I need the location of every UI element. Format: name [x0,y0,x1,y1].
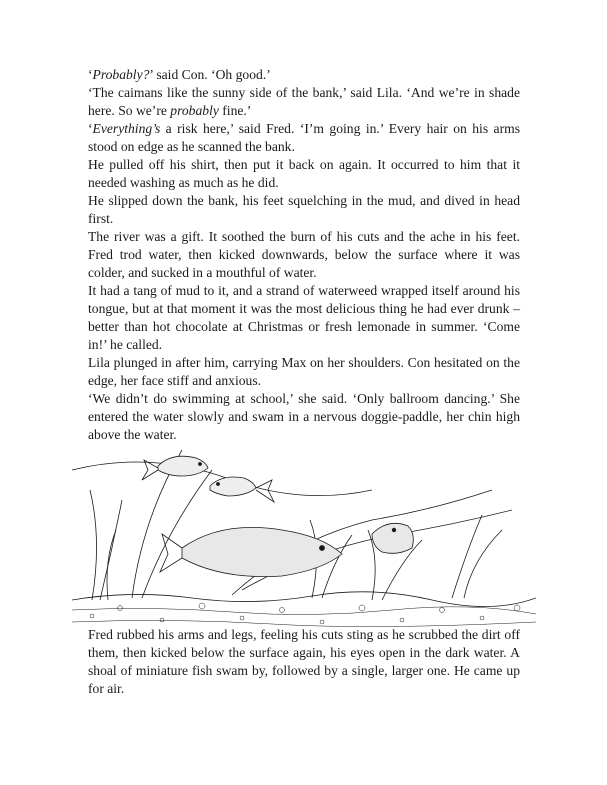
top-paragraph: He slipped down the bank, his feet squelching in the mud, and dived in head first. [88,193,520,226]
bottom-paragraph: Fred rubbed his arms and legs, feeling his cuts sting as he scrubbed the dirt off them, then kicked below the surface again, his eyes open in the dark water. A shoal of miniature fish swam by, followed by a single, larger one. He came up for air. [88,627,520,696]
top-paragraph: He pulled off his shirt, then put it back on again. It occurred to him that it needed washing as much as he did. [88,157,520,190]
top-paragraph: ‘The caimans like the sunny side of the bank,’ said Lila. ‘And we’re in shade here. So we’re probably fine.’ [88,85,520,118]
top-paragraph: ‘Probably?’ said Con. ‘Oh good.’ [88,67,271,82]
top-paragraph: The river was a gift. It soothed the burn of his cuts and the ache in his feet. Fred trod water, then kicked downwards, below the surface where it was colder, and sucked in a mouthful of water. [88,229,520,280]
small-fish-1 [158,456,208,476]
fish-right [372,523,413,553]
text-block-bottom [88,626,520,698]
river-fish-illustration [72,430,536,630]
top-paragraph: Lila plunged in after him, carrying Max on her shoulders. Con hesitated on the edge, her face stiff and anxious. [88,355,520,388]
top-paragraph: It had a tang of mud to it, and a strand of waterweed wrapped itself around his tongue, but at that moment it was the most delicious thing he had ever drunk – better than hot chocolate at Christmas or fresh lemonade in summer. ‘Come in!’ he called. [88,283,520,352]
text-block-top [88,66,520,444]
small-fish-2 [210,477,256,496]
riverbed-line [72,592,536,607]
large-fish [182,527,342,576]
top-paragraph: ‘We didn’t do swimming at school,’ she said. ‘Only ballroom dancing.’ She entered the water slowly and swam in a nervous doggie-paddle, her chin high above the water. [88,391,520,442]
top-paragraph: ‘Everything’s a risk here,’ said Fred. ‘I’m going in.’ Every hair on his arms stood on edge as he scanned the bank. [88,121,520,154]
